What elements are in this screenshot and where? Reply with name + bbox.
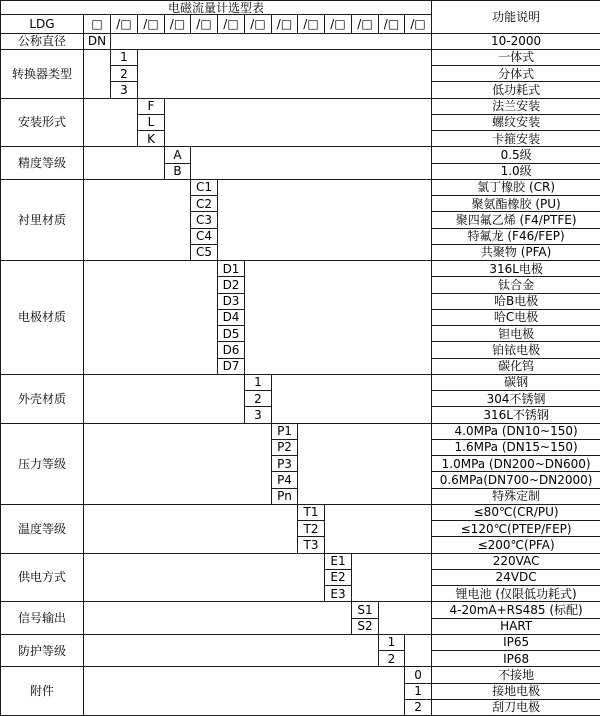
option-code: D5	[218, 326, 245, 342]
option-code: 3	[245, 407, 272, 423]
option-desc: 10-2000	[432, 33, 600, 49]
option-desc: HART	[432, 618, 600, 634]
option-desc: 卡箍安装	[432, 131, 600, 147]
option-desc: 4-20mA+RS485 (标配)	[432, 602, 600, 618]
option-desc: 304不锈钢	[432, 391, 600, 407]
empty-area	[218, 179, 432, 260]
group-label-signal-output: 信号输出	[1, 602, 84, 635]
option-code: S2	[352, 618, 379, 634]
option-code: D4	[218, 309, 245, 325]
empty-area	[325, 504, 432, 553]
empty-area	[84, 49, 111, 98]
option-desc: 1.0MPa (DN200~DN600)	[432, 456, 600, 472]
group-label-protection-class: 防护等级	[1, 634, 84, 667]
function-description-header: 功能说明	[432, 1, 600, 34]
option-code: Pn	[272, 488, 298, 504]
option-code: T2	[298, 521, 325, 537]
option-code: F	[138, 98, 165, 114]
option-code: 1	[111, 49, 138, 65]
code-slot: /□	[352, 15, 379, 33]
option-code: D3	[218, 293, 245, 309]
option-desc: 4.0MPa (DN10~150)	[432, 423, 600, 439]
code-slot: /□	[325, 15, 352, 33]
option-desc: 特氟龙 (F46/FEP)	[432, 228, 600, 244]
empty-area	[84, 504, 298, 553]
option-code: E2	[325, 569, 352, 585]
option-desc: 聚四氟乙烯 (F4/PTFE)	[432, 212, 600, 228]
option-desc: 碳钢	[432, 374, 600, 390]
option-desc: 共聚物 (PFA)	[432, 244, 600, 260]
option-code: D7	[218, 358, 245, 374]
option-code: C2	[191, 196, 218, 212]
empty-area	[379, 602, 432, 635]
option-code: P3	[272, 456, 298, 472]
empty-area	[272, 374, 432, 423]
option-desc: 钛合金	[432, 277, 600, 293]
option-desc: 哈C电极	[432, 309, 600, 325]
option-desc: 316L电极	[432, 261, 600, 277]
option-desc: 法兰安装	[432, 98, 600, 114]
option-code: T1	[298, 504, 325, 520]
option-desc: 1.0级	[432, 163, 600, 179]
option-code: A	[165, 147, 191, 163]
empty-area	[84, 602, 352, 635]
option-desc: 316L不锈钢	[432, 407, 600, 423]
option-desc: IP65	[432, 634, 600, 650]
group-label-housing-material: 外壳材质	[1, 374, 84, 423]
option-code: E1	[325, 553, 352, 569]
option-code: C4	[191, 228, 218, 244]
group-label-power-supply: 供电方式	[1, 553, 84, 602]
option-desc: 0.5级	[432, 147, 600, 163]
empty-area	[405, 634, 432, 667]
option-desc: ≤120℃(PTEP/FEP)	[432, 521, 600, 537]
option-code: 1	[379, 634, 405, 650]
option-desc: 0.6MPa(DN700~DN2000)	[432, 472, 600, 488]
option-code: 2	[379, 651, 405, 667]
option-desc: 不接地	[432, 667, 600, 683]
option-desc: 聚氨酯橡胶 (PU)	[432, 196, 600, 212]
group-label-accuracy-class: 精度等级	[1, 147, 84, 180]
group-label-converter-type: 转换器类型	[1, 49, 84, 98]
option-code: B	[165, 163, 191, 179]
option-desc: 螺纹安装	[432, 114, 600, 130]
option-desc: 铂铱电极	[432, 342, 600, 358]
option-desc: ≤80℃(CR/PU)	[432, 504, 600, 520]
empty-area	[84, 634, 379, 667]
option-desc: IP68	[432, 651, 600, 667]
empty-area	[352, 553, 432, 602]
page-title: 电磁流量计选型表	[1, 1, 432, 15]
empty-area	[245, 261, 432, 375]
option-desc: 低功耗式	[432, 82, 600, 98]
option-desc: 1.6MPa (DN15~150)	[432, 439, 600, 455]
option-code: P1	[272, 423, 298, 439]
option-code: E3	[325, 586, 352, 602]
empty-area	[84, 423, 272, 504]
group-label-electrode-material: 电极材质	[1, 261, 84, 375]
code-slot: /□	[191, 15, 218, 33]
empty-area	[84, 147, 165, 180]
option-code: P4	[272, 472, 298, 488]
code-box-first: □	[84, 15, 111, 33]
code-slot: /□	[379, 15, 405, 33]
empty-area	[138, 49, 432, 98]
option-desc: 氯丁橡胶 (CR)	[432, 179, 600, 195]
option-desc: ≤200℃(PFA)	[432, 537, 600, 553]
option-code: 3	[111, 82, 138, 98]
option-desc: 接地电极	[432, 683, 600, 699]
group-label-accessories: 附件	[1, 667, 84, 716]
code-slot: /□	[138, 15, 165, 33]
code-slot: /□	[405, 15, 432, 33]
empty-area	[298, 423, 432, 504]
code-slot: /□	[272, 15, 298, 33]
group-label-nominal-diameter: 公称直径	[1, 33, 84, 49]
option-code: D1	[218, 261, 245, 277]
group-label-lining-material: 衬里材质	[1, 179, 84, 260]
empty-area	[84, 179, 191, 260]
code-slot: /□	[111, 15, 138, 33]
empty-area	[111, 33, 432, 49]
option-desc: 哈B电极	[432, 293, 600, 309]
group-label-pressure-class: 压力等级	[1, 423, 84, 504]
option-code: L	[138, 114, 165, 130]
option-code: C5	[191, 244, 218, 260]
option-code: 2	[245, 391, 272, 407]
option-desc: 刮刀电极	[432, 699, 600, 715]
option-code: 0	[405, 667, 432, 683]
option-desc: 24VDC	[432, 569, 600, 585]
code-slot: /□	[165, 15, 191, 33]
option-code: S1	[352, 602, 379, 618]
model-prefix-label: LDG	[1, 15, 84, 33]
option-desc: 特殊定制	[432, 488, 600, 504]
option-code: 2	[111, 66, 138, 82]
option-code: T3	[298, 537, 325, 553]
option-code: C3	[191, 212, 218, 228]
empty-area	[84, 667, 405, 716]
empty-area	[165, 98, 432, 147]
option-code: D6	[218, 342, 245, 358]
option-desc: 分体式	[432, 66, 600, 82]
option-desc: 钽电极	[432, 326, 600, 342]
group-label-temperature-class: 温度等级	[1, 504, 84, 553]
empty-area	[84, 553, 325, 602]
code-slot: /□	[218, 15, 245, 33]
option-desc: 220VAC	[432, 553, 600, 569]
empty-area	[84, 98, 138, 147]
option-code: DN	[84, 33, 111, 49]
option-code: K	[138, 131, 165, 147]
option-code: P2	[272, 439, 298, 455]
option-code: C1	[191, 179, 218, 195]
empty-area	[191, 147, 432, 180]
option-desc: 锂电池 (仅限低功耗式)	[432, 586, 600, 602]
code-slot: /□	[298, 15, 325, 33]
empty-area	[84, 374, 245, 423]
option-code: 2	[405, 699, 432, 715]
group-label-installation-type: 安装形式	[1, 98, 84, 147]
code-slot: /□	[245, 15, 272, 33]
option-desc: 一体式	[432, 49, 600, 65]
option-code: D2	[218, 277, 245, 293]
option-code: 1	[405, 683, 432, 699]
empty-area	[84, 261, 218, 375]
option-desc: 碳化钨	[432, 358, 600, 374]
option-code: 1	[245, 374, 272, 390]
